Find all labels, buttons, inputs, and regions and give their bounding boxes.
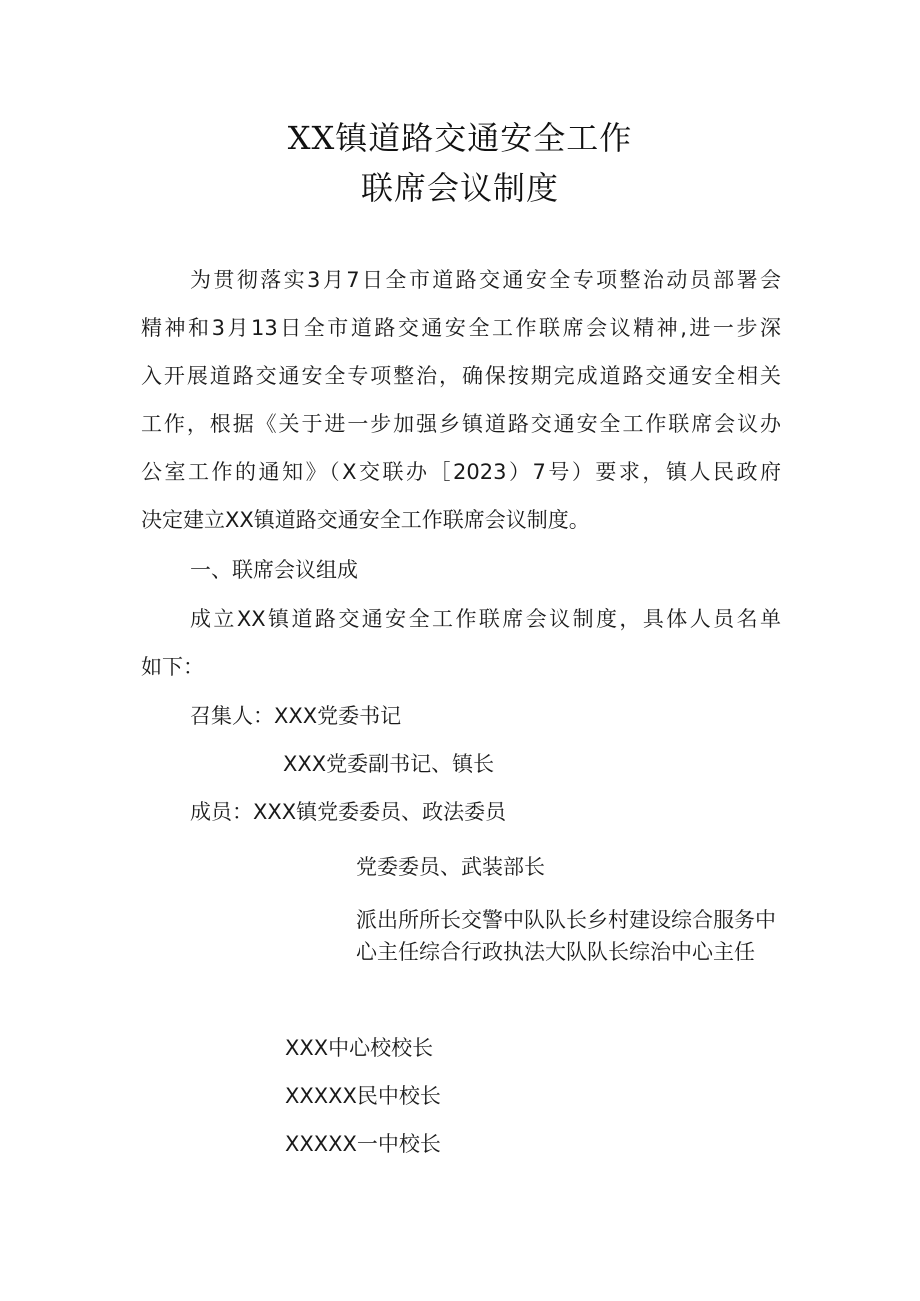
- intro-line-5: 公室工作的通知》（X交联办［2023）7号）要求，镇人民政府: [141, 460, 781, 484]
- document-title-line-1: XX镇道路交通安全工作: [287, 119, 633, 157]
- member-armed-line: 党委委员、武装部长: [356, 855, 545, 879]
- intro-line-3: 入开展道路交通安全专项整治，确保按期完成道路交通安全相关: [141, 364, 781, 388]
- member-school-2: XXXXX民中校长: [285, 1084, 441, 1108]
- convener-second-line: XXX党委副书记、镇长: [283, 752, 495, 776]
- members-line: 成员：XXX镇党委委员、政法委员: [190, 800, 507, 824]
- intro-line-2: 精神和3月13日全市道路交通安全工作联席会议精神,进一步深: [141, 316, 781, 340]
- intro-line-6: 决定建立XX镇道路交通安全工作联席会议制度。: [141, 508, 590, 532]
- member-school-1: XXX中心校校长: [285, 1036, 434, 1060]
- intro-line-1: 为贯彻落实3月7日全市道路交通安全专项整治动员部署会: [190, 268, 781, 292]
- document-title-line-2: 联席会议制度: [360, 169, 559, 207]
- section-text-line-1: 成立XX镇道路交通安全工作联席会议制度，具体人员名单: [190, 607, 781, 631]
- intro-line-4: 工作，根据《关于进一步加强乡镇道路交通安全工作联席会议办: [141, 412, 781, 436]
- section-text-line-2: 如下：: [141, 655, 204, 679]
- section-heading: 一、联席会议组成: [190, 558, 358, 582]
- convener-line: 召集人：XXX党委书记: [190, 704, 402, 728]
- member-group-block: 派出所所长交警中队队长乡村建设综合服务中心主任综合行政执法大队队长综治中心主任: [356, 908, 776, 964]
- member-school-3: XXXXX一中校长: [285, 1132, 441, 1156]
